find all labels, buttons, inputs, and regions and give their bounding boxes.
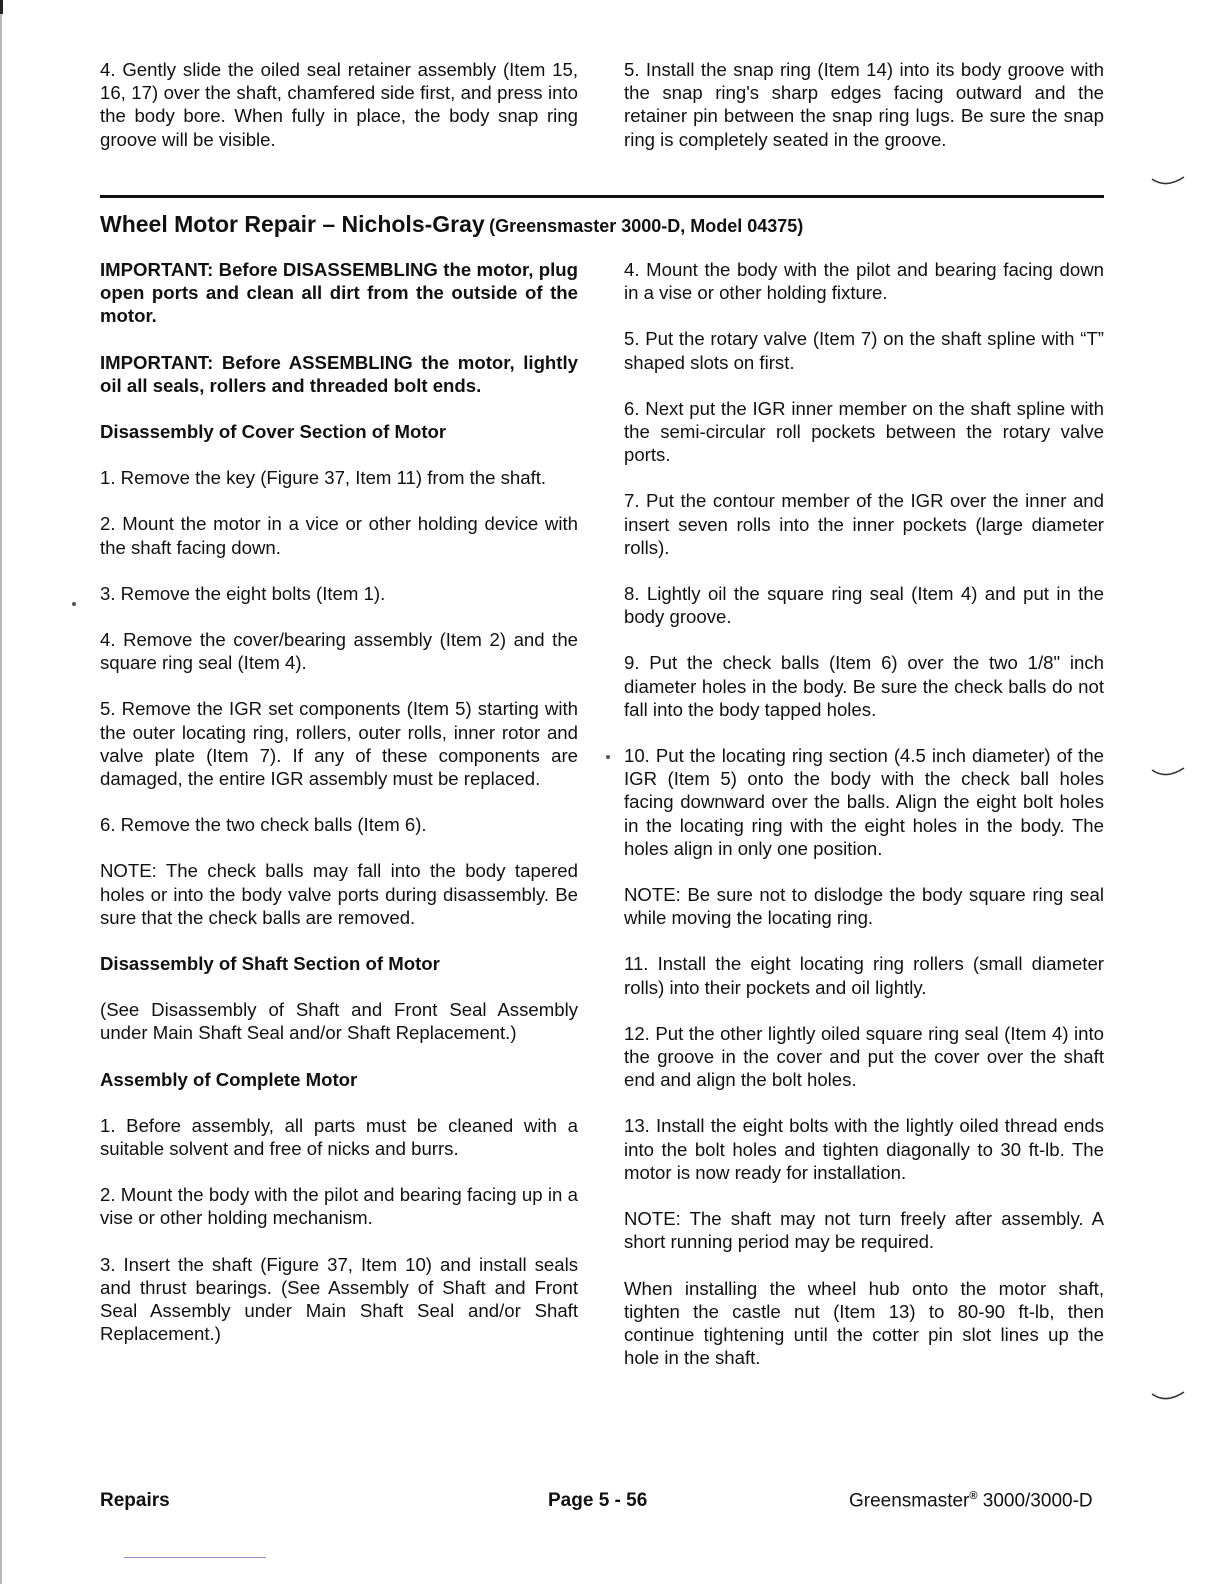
cover-step: 2. Mount the motor in a vice or other holding device with the shaft facing down. [100, 513, 578, 558]
right-column [624, 258, 1104, 1392]
footer-brand: Greensmaster [849, 1490, 970, 1512]
footer-section-name: Repairs [100, 1490, 170, 1511]
assembly-step: 11. Install the eight locating ring rollers (small diameter rolls) into their pockets and oil lightly. [624, 953, 1104, 998]
note-square-ring-seal: NOTE: Be sure not to dislodge the body square ring seal while moving the locating ring. [624, 884, 1104, 929]
page-edge [0, 0, 2, 1584]
cover-step: 5. Remove the IGR set components (Item 5) starting with the outer locating ring, rollers, outer rolls, inner rotor and valve plate (Item 7). If any of these components are damaged, the entire IGR assembly must be replaced. [100, 698, 578, 790]
assembly-step: 4. Mount the body with the pilot and bearing facing down in a vise or other holding fixture. [624, 259, 1104, 304]
footer-model: 3000/3000-D [977, 1490, 1093, 1512]
assembly-step: 6. Next put the IGR inner member on the shaft spline with the semi-circular roll pockets between the rotary valve ports. [624, 397, 1104, 466]
cover-step: 4. Remove the cover/bearing assembly (Item 2) and the square ring seal (Item 4). [100, 629, 578, 674]
heading-assembly: Assembly of Complete Motor [100, 1068, 358, 1090]
scan-speck [606, 755, 610, 759]
scan-speck [72, 602, 76, 606]
registered-mark: ® [969, 1490, 978, 1502]
important-assembling: IMPORTANT: Before ASSEMBLING the motor, lightly oil all seals, rollers and threaded bolt ends. [100, 351, 578, 396]
section-divider [100, 195, 1104, 198]
assembly-step: 12. Put the other lightly oiled square ring seal (Item 4) into the groove in the cover and put the cover over the shaft end and align the bolt holes. [624, 1022, 1104, 1091]
binder-hole-mark-icon [1150, 175, 1188, 189]
section-title-model: (Greensmaster 3000-D, Model 04375) [489, 216, 804, 236]
left-column [100, 258, 578, 1369]
bottom-rule [124, 1557, 266, 1558]
step-5-install-snap-ring: 5. Install the snap ring (Item 14) into its body groove with the snap ring's sharp edges facing outward and the retainer pin between the snap ring lugs. Be sure the snap ring is completely seated in the groove. [624, 59, 1104, 150]
binder-hole-mark-icon [1150, 1390, 1188, 1404]
assembly-step: 2. Mount the body with the pilot and bearing facing up in a vise or other holding mechanism. [100, 1184, 578, 1229]
step-4-slide-retainer: 4. Gently slide the oiled seal retainer assembly (Item 15, 16, 17) over the shaft, chamfered side first, and press into the body bore. When fully in place, the body snap ring groove will be visible. [100, 59, 578, 150]
section-title [100, 211, 803, 238]
assembly-step: 5. Put the rotary valve (Item 7) on the shaft spline with “T” shaped slots on first. [624, 328, 1104, 373]
assembly-step: 7. Put the contour member of the IGR over the inner and insert seven rolls into the inner pockets (large diameter rolls). [624, 490, 1104, 558]
important-disassembling: IMPORTANT: Before DISASSEMBLING the motor, plug open ports and clean all dirt from the outside of the motor. [100, 259, 578, 327]
assembly-step: 1. Before assembly, all parts must be cleaned with a suitable solvent and free of nicks and burrs. [100, 1114, 578, 1160]
footer-page-number: Page 5 - 56 [548, 1490, 648, 1511]
section-title-main: Wheel Motor Repair – Nichols-Gray [100, 211, 485, 237]
page-edge-mark [0, 0, 3, 14]
top-left-column [100, 58, 578, 174]
note-check-balls: NOTE: The check balls may fall into the body tapered holes or into the body valve ports during disassembly. Be sure that the check balls are removed. [100, 860, 578, 928]
assembly-step: 8. Lightly oil the square ring seal (Item 4) and put in the body groove. [624, 583, 1104, 628]
cover-step: 1. Remove the key (Figure 37, Item 11) from the shaft. [100, 467, 547, 489]
top-right-column [624, 58, 1104, 174]
assembly-step: 10. Put the locating ring section (4.5 inch diameter) of the IGR (Item 5) onto the body with the check ball holes facing downward over the balls. Align the eight bolt holes in the locating ring with the eight holes in the body. The holes align in only one position. [624, 745, 1104, 859]
binder-hole-mark-icon [1150, 766, 1188, 780]
heading-cover-disassembly: Disassembly of Cover Section of Motor [100, 421, 447, 443]
assembly-step: 13. Install the eight bolts with the lightly oiled thread ends into the bolt holes and tighten diagonally to 30 ft-lb. The motor is now ready for installation. [624, 1115, 1104, 1183]
cover-step: 6. Remove the two check balls (Item 6). [100, 814, 427, 836]
shaft-reference: (See Disassembly of Shaft and Front Seal Assembly under Main Shaft Seal and/or Shaft Replacement.) [100, 999, 578, 1044]
footer-product [849, 1490, 1093, 1512]
note-shaft-turn: NOTE: The shaft may not turn freely after assembly. A short running period may be required. [624, 1208, 1104, 1253]
heading-shaft-disassembly: Disassembly of Shaft Section of Motor [100, 953, 440, 975]
wheel-hub-instructions: When installing the wheel hub onto the motor shaft, tighten the castle nut (Item 13) to 80-90 ft-lb, then continue tightening until the cotter pin slot lines up the hole in the shaft. [624, 1277, 1104, 1369]
cover-step: 3. Remove the eight bolts (Item 1). [100, 582, 386, 604]
assembly-step: 3. Insert the shaft (Figure 37, Item 10) and install seals and thrust bearings. (See Assembly of Shaft and Front Seal Assembly under Main Shaft Seal and/or Shaft Replacement.) [100, 1253, 578, 1345]
assembly-step: 9. Put the check balls (Item 6) over the two 1/8" inch diameter holes in the body. Be sure the check balls do not fall into the body tapped holes. [624, 652, 1104, 720]
